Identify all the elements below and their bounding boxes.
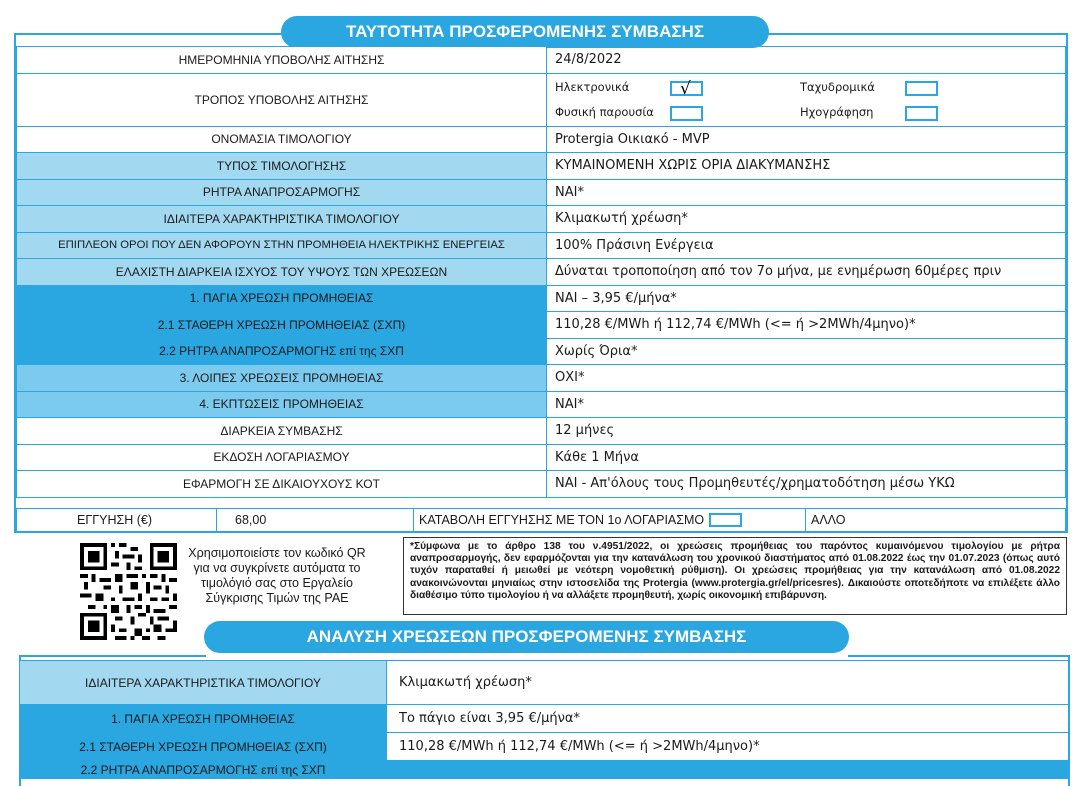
row-value: ΝΑΙ – 3,95 €/μήνα* xyxy=(547,285,1066,312)
row-label: ΕΚΔΟΣΗ ΛΟΓΑΡΙΑΣΜΟΥ xyxy=(17,444,547,471)
row-value: Κάθε 1 Μήνα xyxy=(547,444,1066,471)
row-label: ΡΗΤΡΑ ΑΝΑΠΡΟΣΑΡΜΟΓΗΣ xyxy=(17,179,547,206)
table-row xyxy=(20,705,1069,733)
row-value: Protergia Οικιακό - MVP xyxy=(547,126,1066,153)
row-label: 4. ΕΚΠΤΩΣΕΙΣ ΠΡΟΜΗΘΕΙΑΣ xyxy=(17,391,547,418)
row-value: Δύναται τροποποίηση από τον 7ο μήνα, με ενημέρωση 60μέρες πριν xyxy=(547,259,1066,286)
row-label: ΤΥΠΟΣ ΤΙΜΟΛΟΓΗΣΗΣ xyxy=(17,153,547,180)
electronic-checkbox[interactable] xyxy=(670,78,703,99)
table-row xyxy=(20,733,1069,761)
section2-title: ΑΝΑΛΥΣΗ ΧΡΕΩΣΕΩΝ ΠΡΟΣΦΕΡΟΜΕΝΗΣ ΣΥΜΒΑΣΗΣ xyxy=(204,621,849,653)
table-row xyxy=(17,285,1066,312)
row-value: ΝΑΙ* xyxy=(547,179,1066,206)
charges-analysis-table xyxy=(19,660,1069,779)
footnote: *Σύμφωνα με το άρθρο 138 του ν.4951/2022, οι χρεώσεις προμήθειας του παρόντος κυμαινόμενου τιμολογίου με ρήτρα αναπροσαρμογής, δεν εφαρμόζονται για την κατανάλωση του χρονικού διαστήματος από 01.08.2022 έως την 01.07.2023 (όπως αυτό τυχόν παραταθεί ή μειωθεί με νεότερη νομοθετική ρύθμιση). Οι χρεώσεις προμήθειας για την κατανάλωση από 01.08.2022 ανακοινώνονται μηνιαίως στην ιστοσελίδα της Protergia (www.protergia.gr/el/pricesres). Δικαιούστε οποτεδήποτε να επιλέξετε άλλο διαθέσιμο τύπο τιμολογίου ή να αλλάξετε προμηθευτή, χωρίς οικονομική επιβάρυνση. xyxy=(403,537,1067,615)
row-value: Χωρίς Όρια* xyxy=(547,338,1066,365)
row-label: 2.1 ΣΤΑΘΕΡΗ ΧΡΕΩΣΗ ΠΡΟΜΗΘΕΙΑΣ (ΣΧΠ) xyxy=(20,733,387,761)
row-label: 2.2 ΡΗΤΡΑ ΑΝΑΠΡΟΣΑΡΜΟΓΗΣ επί της ΣΧΠ xyxy=(20,761,387,779)
row-value: ΝΑΙ* xyxy=(547,391,1066,418)
guarantee-amount: 68,00 xyxy=(217,509,414,532)
row-value: 100% Πράσινη Ενέργεια xyxy=(547,232,1066,259)
first-bill-checkbox[interactable] xyxy=(709,513,742,527)
row-value: ΟΧΙ* xyxy=(547,365,1066,392)
guarantee-label: ΕΓΓΥΗΣΗ (€) xyxy=(17,509,217,532)
table-row xyxy=(17,153,1066,180)
row-label: ΕΦΑΡΜΟΓΗ ΣΕ ΔΙΚΑΙΟΥΧΟΥΣ ΚΟΤ xyxy=(17,471,547,498)
option-postal-label: Ταχυδρομικά xyxy=(800,79,875,94)
table-row xyxy=(17,126,1066,153)
table-row xyxy=(17,259,1066,286)
contract-identity-table xyxy=(16,46,1066,498)
table-row xyxy=(20,761,1069,779)
row-label: ΕΠΙΠΛΕΟΝ ΟΡΟΙ ΠΟΥ ΔΕΝ ΑΦΟΡΟΥΝ ΣΤΗΝ ΠΡΟΜΗΘΕΙΑ ΗΛΕΚΤΡΙΚΗΣ ΕΝΕΡΓΕΙΑΣ xyxy=(17,232,547,259)
row-value: ΚΥΜΑΙΝΟΜΕΝΗ ΧΩΡΙΣ ΟΡΙΑ ΔΙΑΚΥΜΑΝΣΗΣ xyxy=(547,153,1066,180)
qr-instructions: Χρησιμοποιείστε τον κωδικό QR για να συγκρίνετε αυτόματα το τιμολόγιό σας στο Εργαλείο Σύγκρισης Τιμών της ΡΑΕ xyxy=(188,546,366,605)
row-label: 2.2 ΡΗΤΡΑ ΑΝΑΠΡΟΣΑΡΜΟΓΗΣ επί της ΣΧΠ xyxy=(17,338,547,365)
row-value: ΝΑΙ - Απ'όλους τους Προμηθευτές/χρηματοδότηση μέσω ΥΚΩ xyxy=(547,471,1066,498)
table-row xyxy=(17,338,1066,365)
row-value xyxy=(387,761,1069,779)
table-row xyxy=(17,232,1066,259)
table-row xyxy=(17,312,1066,339)
table-row xyxy=(17,391,1066,418)
recording-checkbox[interactable] xyxy=(905,106,938,121)
option-recording-label: Ηχογράφηση xyxy=(800,104,874,119)
table-row xyxy=(17,47,1066,74)
option-electronic-label: Ηλεκτρονικά xyxy=(555,79,630,94)
row-label: ΗΜΕΡΟΜΗΝΙΑ ΥΠΟΒΟΛΗΣ ΑΙΤΗΣΗΣ xyxy=(17,47,547,74)
table-row xyxy=(17,179,1066,206)
row-value: 110,28 €/MWh ή 112,74 €/MWh (<= ή >2MWh/4μηνο)* xyxy=(387,733,1069,761)
row-label: ΙΔΙΑΙΤΕΡΑ ΧΑΡΑΚΤΗΡΙΣΤΙΚΑ ΤΙΜΟΛΟΓΙΟΥ xyxy=(17,206,547,233)
table-row xyxy=(17,471,1066,498)
row-value: 24/8/2022 xyxy=(547,47,1066,74)
postal-checkbox[interactable] xyxy=(905,81,938,96)
row-label: ΔΙΑΡΚΕΙΑ ΣΥΜΒΑΣΗΣ xyxy=(17,418,547,445)
submission-options xyxy=(547,73,1066,126)
row-value: Το πάγιο είναι 3,95 €/μήνα* xyxy=(387,705,1069,733)
qr-code xyxy=(80,543,177,640)
row-value: Κλιμακωτή χρέωση* xyxy=(387,661,1069,705)
first-bill-label: ΚΑΤΑΒΟΛΗ ΕΓΓΥΗΣΗΣ ΜΕ ΤΟΝ 1ο ΛΟΓΑΡΙΑΣΜΟ xyxy=(419,512,705,527)
table-row xyxy=(17,418,1066,445)
guarantee-row xyxy=(16,508,1066,532)
section1-title: ΤΑΥΤΟΤΗΤΑ ΠΡΟΣΦΕΡΟΜΕΝΗΣ ΣΥΜΒΑΣΗΣ xyxy=(281,16,769,48)
row-value: Κλιμακωτή χρέωση* xyxy=(547,206,1066,233)
row-value: 110,28 €/MWh ή 112,74 €/MWh (<= ή >2MWh/4μηνο)* xyxy=(547,312,1066,339)
guarantee-first-bill xyxy=(414,509,806,532)
row-label: ΕΛΑΧΙΣΤΗ ΔΙΑΡΚΕΙΑ ΙΣΧΥΟΣ ΤΟΥ ΥΨΟΥΣ ΤΩΝ ΧΡΕΩΣΕΩΝ xyxy=(17,259,547,286)
row-label: 1. ΠΑΓΙΑ ΧΡΕΩΣΗ ΠΡΟΜΗΘΕΙΑΣ xyxy=(20,705,387,733)
in-person-checkbox[interactable] xyxy=(670,106,703,121)
table-row xyxy=(17,444,1066,471)
row-label: 3. ΛΟΙΠΕΣ ΧΡΕΩΣΕΙΣ ΠΡΟΜΗΘΕΙΑΣ xyxy=(17,365,547,392)
table-row xyxy=(17,206,1066,233)
row-label: 2.1 ΣΤΑΘΕΡΗ ΧΡΕΩΣΗ ΠΡΟΜΗΘΕΙΑΣ (ΣΧΠ) xyxy=(17,312,547,339)
row-label: 1. ΠΑΓΙΑ ΧΡΕΩΣΗ ΠΡΟΜΗΘΕΙΑΣ xyxy=(17,285,547,312)
table-row xyxy=(20,661,1069,705)
table-row xyxy=(17,73,1066,126)
option-in-person-label: Φυσική παρουσία xyxy=(555,104,654,119)
row-label: ΟΝΟΜΑΣΙΑ ΤΙΜΟΛΟΓΙΟΥ xyxy=(17,126,547,153)
row-label: ΙΔΙΑΙΤΕΡΑ ΧΑΡΑΚΤΗΡΙΣΤΙΚΑ ΤΙΜΟΛΟΓΙΟΥ xyxy=(20,661,387,705)
guarantee-other: ΑΛΛΟ xyxy=(806,509,1066,532)
row-value: 12 μήνες xyxy=(547,418,1066,445)
row-label: ΤΡΟΠΟΣ ΥΠΟΒΟΛΗΣ ΑΙΤΗΣΗΣ xyxy=(17,73,547,126)
checkmark-icon: √ xyxy=(680,78,691,99)
table-row xyxy=(17,365,1066,392)
